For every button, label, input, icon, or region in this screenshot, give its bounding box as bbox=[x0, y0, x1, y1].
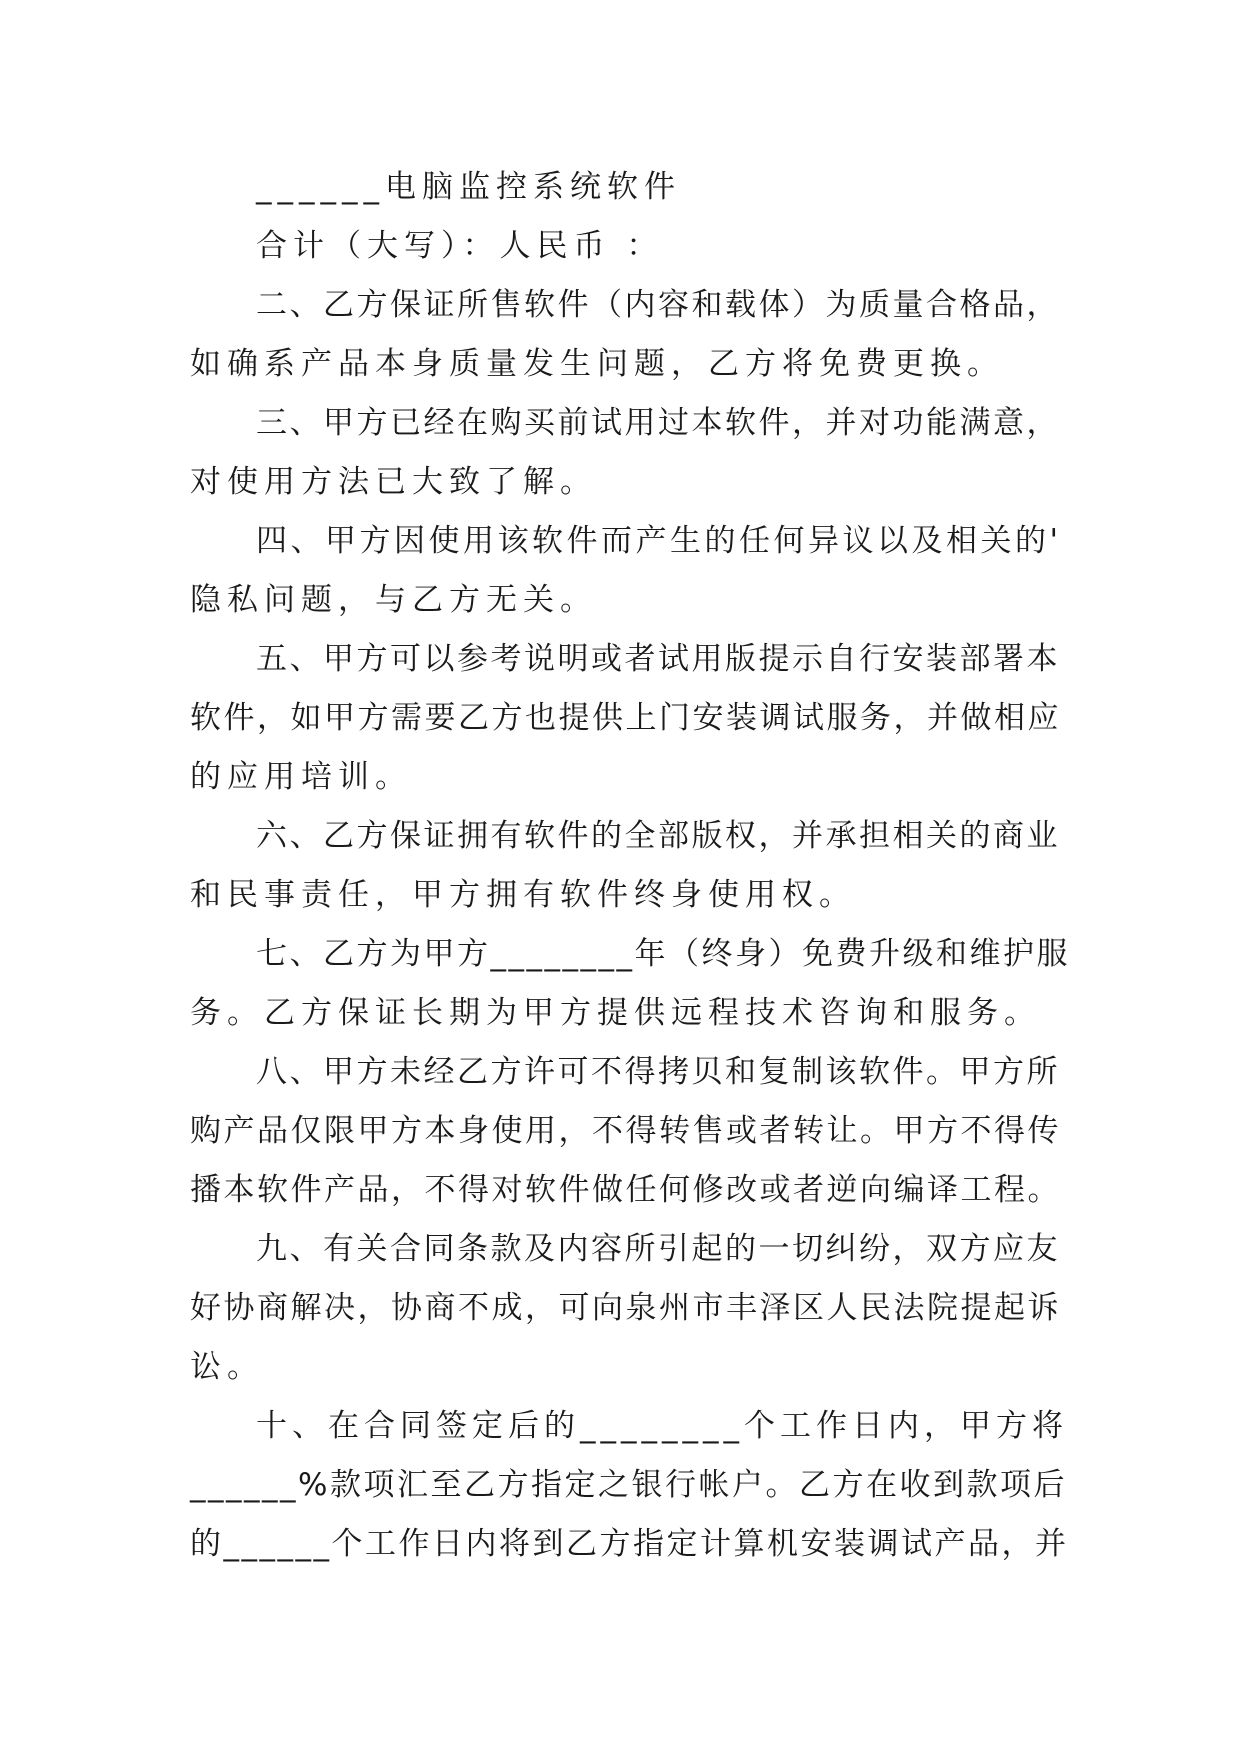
text-line: 的应用培训。 bbox=[190, 759, 412, 795]
text-line: 讼。 bbox=[190, 1349, 264, 1385]
text-line: 合计（大写）：人民币 ： bbox=[256, 228, 664, 264]
text-line: 务。乙方保证长期为甲方提供远程技术咨询和服务。 bbox=[190, 995, 1041, 1031]
text-line: 如确系产品本身质量发生问题，乙方将免费更换。 bbox=[190, 346, 1004, 382]
text-line: 购产品仅限甲方本身使用，不得转售或者转让。甲方不得传 bbox=[190, 1113, 1061, 1149]
text-line: 的______个工作日内将到乙方指定计算机安装调试产品，并 bbox=[190, 1526, 1069, 1562]
text-line: 五、甲方可以参考说明或者试用版提示自行安装部署本 bbox=[256, 641, 1060, 677]
document-body bbox=[190, 158, 1070, 1574]
text-line: ______%款项汇至乙方指定之银行帐户。乙方在收到款项后 bbox=[190, 1467, 1067, 1503]
text-line: 七、乙方为甲方________年（终身）免费升级和维护服 bbox=[256, 936, 1070, 972]
text-line: 九、有关合同条款及内容所引起的一切纠纷，双方应友 bbox=[256, 1231, 1060, 1267]
text-line: 播本软件产品，不得对软件做任何修改或者逆向编译工程。 bbox=[190, 1172, 1061, 1208]
text-line: 三、甲方已经在购买前试用过本软件，并对功能满意， bbox=[256, 405, 1060, 441]
text-line: ______电脑监控系统软件 bbox=[256, 169, 681, 205]
text-line: 八、甲方未经乙方许可不得拷贝和复制该软件。甲方所 bbox=[256, 1054, 1060, 1090]
text-line: 隐私问题，与乙方无关。 bbox=[190, 582, 597, 618]
text-line: 对使用方法已大致了解。 bbox=[190, 464, 597, 500]
text-line: 十、在合同签定后的________个工作日内，甲方将 bbox=[256, 1408, 1068, 1444]
text-line: 好协商解决，协商不成，可向泉州市丰泽区人民法院提起诉 bbox=[190, 1290, 1061, 1326]
text-line: 软件，如甲方需要乙方也提供上门安装调试服务，并做相应 bbox=[190, 700, 1061, 736]
text-line: 二、乙方保证所售软件（内容和载体）为质量合格品， bbox=[256, 287, 1060, 323]
text-line: 四、甲方因使用该软件而产生的任何异议以及相关的' bbox=[256, 523, 1062, 559]
text-line: 六、乙方保证拥有软件的全部版权，并承担相关的商业 bbox=[256, 818, 1060, 854]
text-line: 和民事责任，甲方拥有软件终身使用权。 bbox=[190, 877, 856, 913]
